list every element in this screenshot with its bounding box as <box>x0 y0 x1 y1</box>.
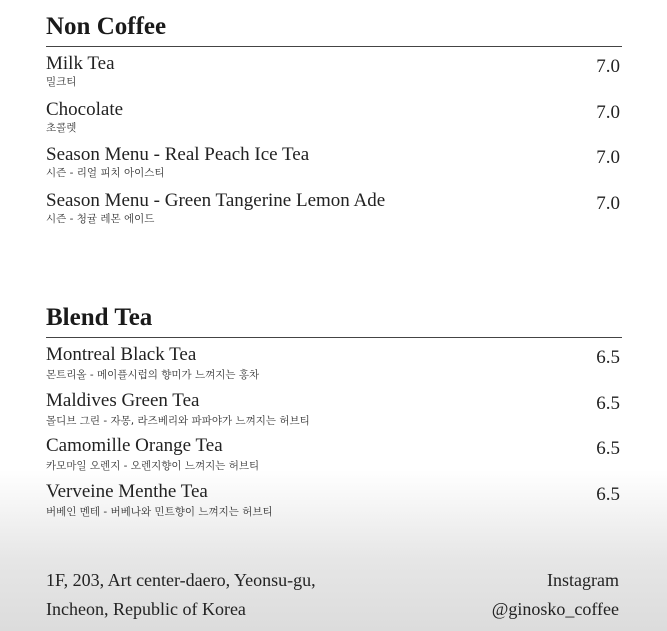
item-description: 몬트리올 - 메이플시럽의 향미가 느껴지는 홍차 <box>46 369 260 381</box>
item-description: 버베인 멘테 - 버베나와 민트향이 느껴지는 허브티 <box>46 505 273 518</box>
item-name: Montreal Black Tea <box>46 344 197 365</box>
section-blend-tea <box>46 303 622 526</box>
item-name: Season Menu - Real Peach Ice Tea <box>46 144 310 165</box>
address <box>46 566 316 624</box>
menu-item <box>46 53 622 99</box>
item-name: Milk Tea <box>46 53 115 74</box>
item-description: 몰디브 그린 - 자몽, 라즈베리와 파파야가 느껴지는 허브티 <box>46 414 310 427</box>
item-description: 카모마일 오렌지 - 오렌지향이 느껴지는 허브티 <box>46 460 260 472</box>
menu-item <box>46 435 622 481</box>
item-price: 6.5 <box>596 392 620 414</box>
menu-item <box>46 190 622 236</box>
item-korean-name: 밀크티 <box>46 76 77 88</box>
item-name: Verveine Menthe Tea <box>46 480 208 502</box>
address-line-1: 1F, 203, Art center-daero, Yeonsu-gu, <box>46 570 316 590</box>
item-price: 7.0 <box>596 147 620 168</box>
item-price: 7.0 <box>596 56 620 77</box>
item-name: Chocolate <box>46 98 124 120</box>
item-price: 6.5 <box>596 483 620 505</box>
menu-item <box>46 344 622 390</box>
item-price: 6.5 <box>596 347 620 368</box>
item-price: 6.5 <box>596 438 620 459</box>
menu-item <box>46 390 622 436</box>
item-korean-name: 시즌 - 리얼 피치 아이스티 <box>46 167 165 179</box>
section-title: Blend Tea <box>46 303 622 338</box>
section-non-coffee <box>46 12 622 235</box>
item-name: Season Menu - Green Tangerine Lemon Ade <box>46 189 386 211</box>
social-label: Instagram <box>547 570 619 590</box>
item-name: Maldives Green Tea <box>46 389 200 411</box>
item-price: 7.0 <box>596 192 620 214</box>
menu-item <box>46 99 622 145</box>
address-line-2: Incheon, Republic of Korea <box>46 599 246 619</box>
item-name: Camomille Orange Tea <box>46 435 223 456</box>
item-korean-name: 시즌 - 청귤 레몬 에이드 <box>46 212 155 225</box>
social <box>492 566 619 624</box>
item-price: 7.0 <box>596 101 620 123</box>
instagram-handle[interactable]: @ginosko_coffee <box>491 599 619 619</box>
menu-item <box>46 481 622 527</box>
menu-item <box>46 144 622 190</box>
item-korean-name: 초콜렛 <box>46 121 77 134</box>
section-title: Non Coffee <box>46 12 622 47</box>
